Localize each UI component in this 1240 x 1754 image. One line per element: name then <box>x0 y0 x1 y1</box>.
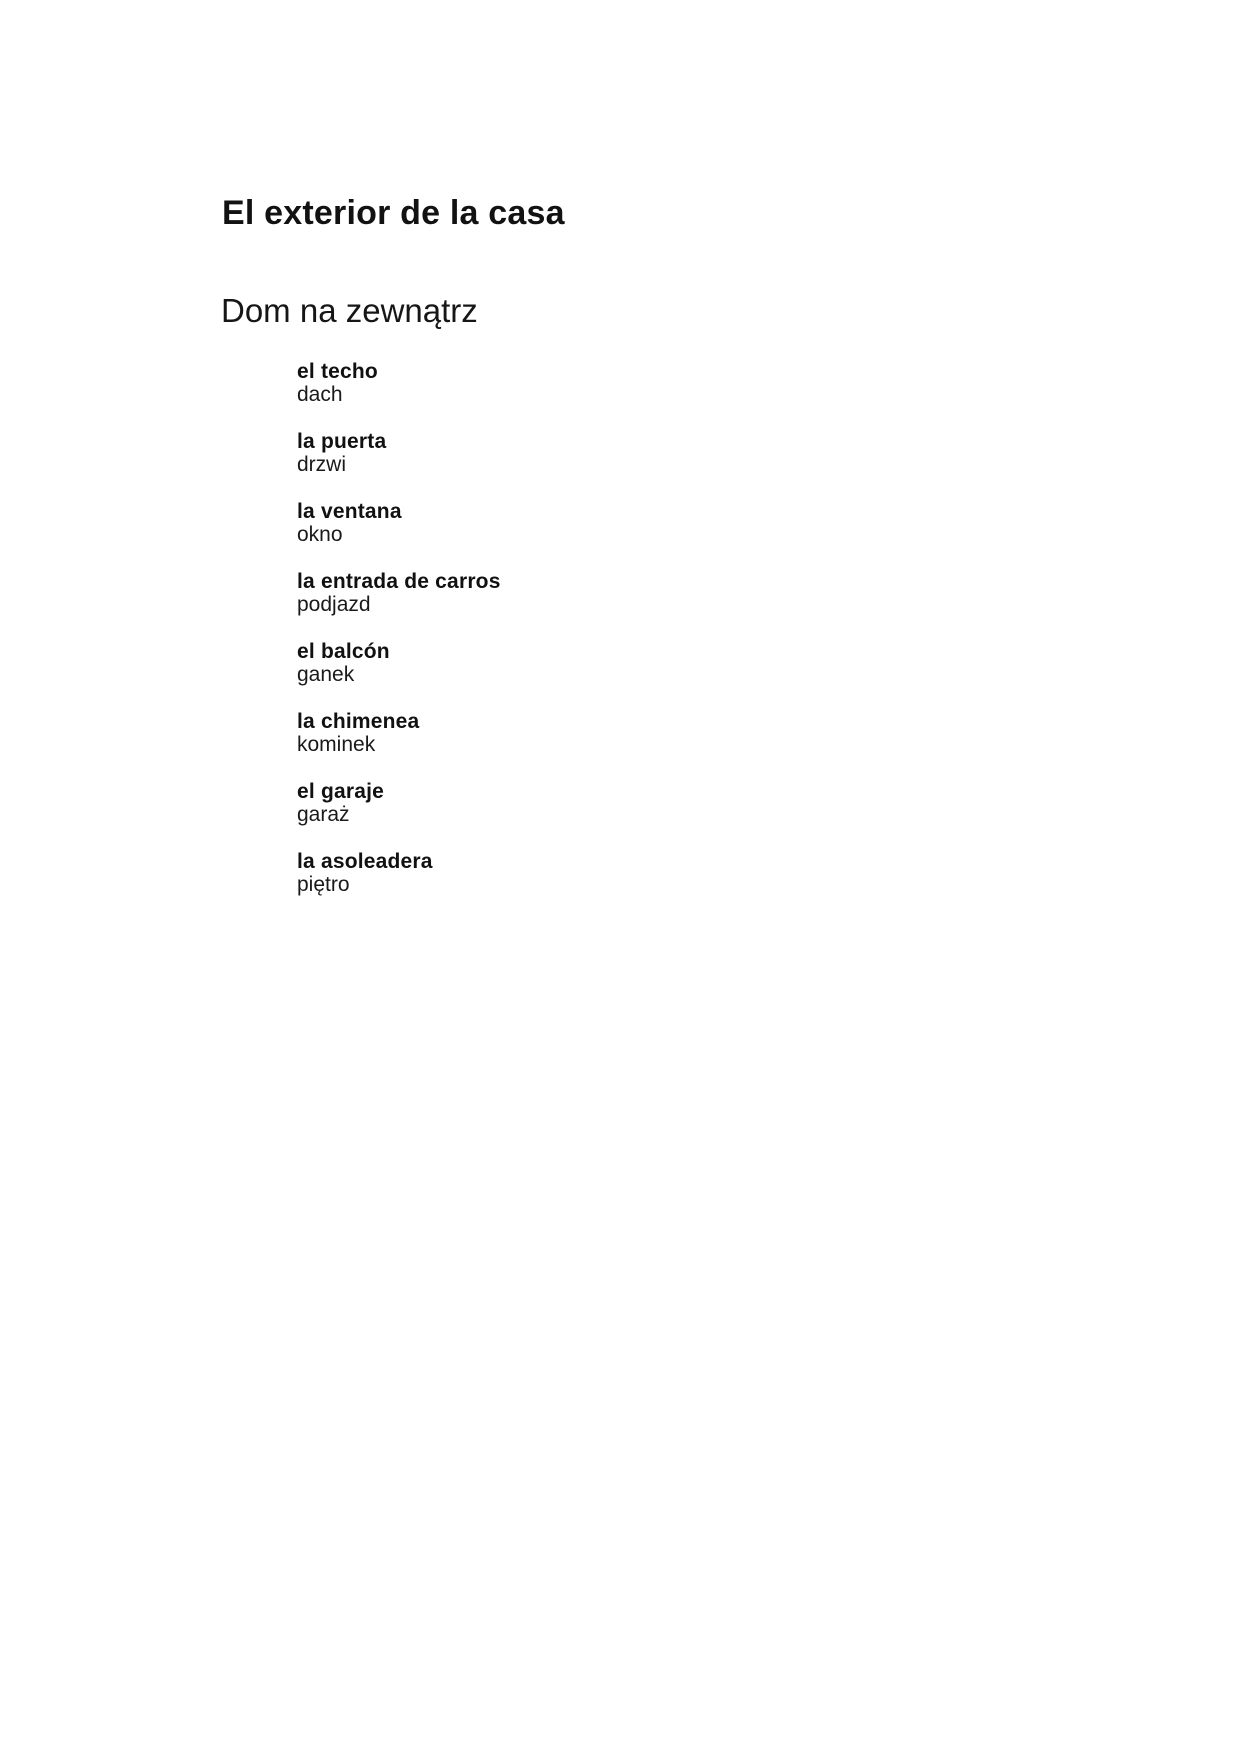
vocab-item <box>297 500 857 546</box>
vocab-item <box>297 850 857 896</box>
vocab-item <box>297 640 857 686</box>
vocab-translation: drzwi <box>297 453 347 476</box>
vocab-term: el garaje <box>297 780 385 803</box>
vocab-translation: ganek <box>297 663 355 686</box>
vocab-translation: podjazd <box>297 593 371 616</box>
page-title: El exterior de la casa <box>222 193 565 232</box>
vocab-translation: garaż <box>297 803 350 826</box>
vocab-list <box>297 360 857 920</box>
vocab-term: el techo <box>297 360 378 383</box>
vocab-item <box>297 360 857 406</box>
vocab-item <box>297 570 857 616</box>
vocab-term: la asoleadera <box>297 850 433 873</box>
vocab-translation: kominek <box>297 733 376 756</box>
vocab-item <box>297 710 857 756</box>
vocab-term: la ventana <box>297 500 402 523</box>
page-subtitle: Dom na zewnątrz <box>221 292 478 330</box>
vocab-translation: piętro <box>297 873 350 896</box>
vocab-item <box>297 780 857 826</box>
vocab-term: el balcón <box>297 640 390 663</box>
vocab-item <box>297 430 857 476</box>
vocab-term: la puerta <box>297 430 387 453</box>
vocab-translation: okno <box>297 523 343 546</box>
vocab-term: la entrada de carros <box>297 570 501 593</box>
vocab-term: la chimenea <box>297 710 420 733</box>
vocab-translation: dach <box>297 383 343 406</box>
